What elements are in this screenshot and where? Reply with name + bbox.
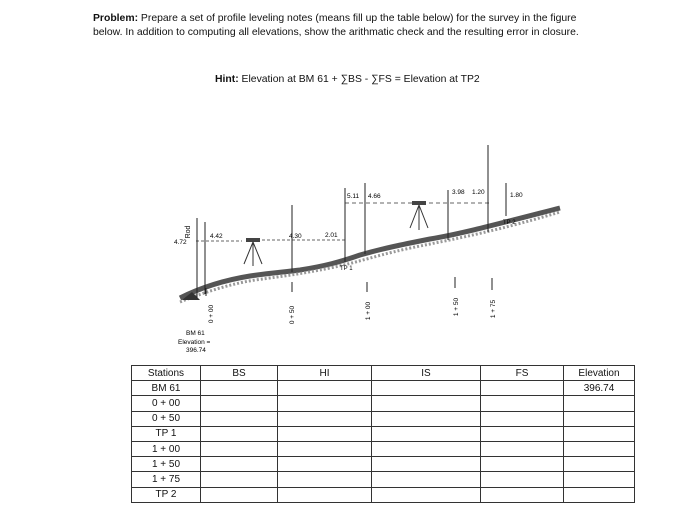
table-body: [132, 381, 635, 503]
cell-station: 0 + 50: [132, 411, 201, 426]
table-row: [132, 411, 635, 426]
cell-fs: [481, 441, 564, 456]
cell-hi: [278, 457, 372, 472]
cell-bs: [201, 426, 278, 441]
reading-4-72: 4.72: [174, 239, 187, 246]
tp1-label: TP 1: [340, 266, 353, 272]
cell-station: 1 + 50: [132, 457, 201, 472]
rod-label: Rod: [185, 225, 192, 239]
table-row: [132, 381, 635, 396]
cell-hi: [278, 441, 372, 456]
header-bs: BS: [201, 366, 278, 381]
cell-station: TP 2: [132, 487, 201, 502]
cell-hi: [278, 411, 372, 426]
cell-bs: [201, 381, 278, 396]
header-hi: HI: [278, 366, 372, 381]
table-row: [132, 426, 635, 441]
cell-is: [372, 441, 481, 456]
hint-text: Elevation at BM 61 + ∑BS - ∑FS = Elevation at TP2: [238, 74, 480, 85]
cell-is: [372, 426, 481, 441]
cell-fs: [481, 487, 564, 502]
station-0-50: 0 + 50: [289, 305, 296, 325]
leveling-notes-table: [131, 365, 635, 503]
cell-is: [372, 487, 481, 502]
cell-fs: [481, 396, 564, 411]
cell-elevation: [564, 426, 635, 441]
cell-fs: [481, 426, 564, 441]
reading-5-11: 5.11: [347, 193, 360, 200]
level-instrument-1: [244, 238, 262, 266]
cell-is: [372, 457, 481, 472]
cell-bs: [201, 411, 278, 426]
cell-fs: [481, 457, 564, 472]
cell-bs: [201, 487, 278, 502]
reading-2-01: 2.01: [325, 232, 338, 239]
tp2-label: TP 2: [503, 220, 516, 226]
station-1-00: 1 + 00: [365, 301, 372, 321]
reading-4-66: 4.66: [368, 193, 381, 200]
hint-label: Hint:: [215, 74, 239, 85]
table-row: [132, 441, 635, 456]
cell-hi: [278, 487, 372, 502]
cell-is: [372, 472, 481, 487]
cell-bs: [201, 457, 278, 472]
problem-text: Prepare a set of profile leveling notes (means fill up the table below) for the survey in the figure below. In addition to computing all elevations, show the arithmatic check and the resulting error in closure.: [93, 13, 579, 39]
station-1-50: 1 + 50: [453, 297, 460, 317]
cell-hi: [278, 381, 372, 396]
reading-4-42: 4.42: [210, 233, 223, 240]
cell-elevation: 396.74: [564, 381, 635, 396]
reading-1-20: 1.20: [472, 189, 485, 196]
header-elevation: Elevation: [564, 366, 635, 381]
cell-is: [372, 381, 481, 396]
cell-is: [372, 411, 481, 426]
table-row: [132, 487, 635, 502]
table-row: [132, 457, 635, 472]
problem-label: Problem:: [93, 13, 139, 24]
cell-station: 1 + 00: [132, 441, 201, 456]
station-0-00: 0 + 00: [208, 304, 215, 324]
cell-station: BM 61: [132, 381, 201, 396]
cell-fs: [481, 381, 564, 396]
bm61-elev-label: Elevation =: [178, 339, 211, 346]
bm61-label: BM 61: [186, 330, 205, 337]
cell-bs: [201, 472, 278, 487]
table-row: [132, 396, 635, 411]
cell-hi: [278, 396, 372, 411]
cell-elevation: [564, 441, 635, 456]
cell-fs: [481, 472, 564, 487]
cell-elevation: [564, 487, 635, 502]
cell-bs: [201, 396, 278, 411]
reading-1-80: 1.80: [510, 192, 523, 199]
cell-station: 0 + 00: [132, 396, 201, 411]
level-instrument-2: [410, 201, 428, 230]
cell-hi: [278, 426, 372, 441]
cell-elevation: [564, 457, 635, 472]
cell-bs: [201, 441, 278, 456]
cell-station: TP 1: [132, 426, 201, 441]
cell-fs: [481, 411, 564, 426]
cell-station: 1 + 75: [132, 472, 201, 487]
station-1-75: 1 + 75: [490, 299, 497, 319]
cell-is: [372, 396, 481, 411]
cell-elevation: [564, 396, 635, 411]
header-is: IS: [372, 366, 481, 381]
table-row: [132, 472, 635, 487]
cell-elevation: [564, 472, 635, 487]
table-header-row: [132, 366, 635, 381]
reading-3-98: 3.98: [452, 189, 465, 196]
header-stations: Stations: [132, 366, 201, 381]
reading-4-30: 4.30: [289, 233, 302, 240]
cell-elevation: [564, 411, 635, 426]
bm61-elev-value: 396.74: [186, 347, 206, 354]
header-fs: FS: [481, 366, 564, 381]
cell-hi: [278, 472, 372, 487]
